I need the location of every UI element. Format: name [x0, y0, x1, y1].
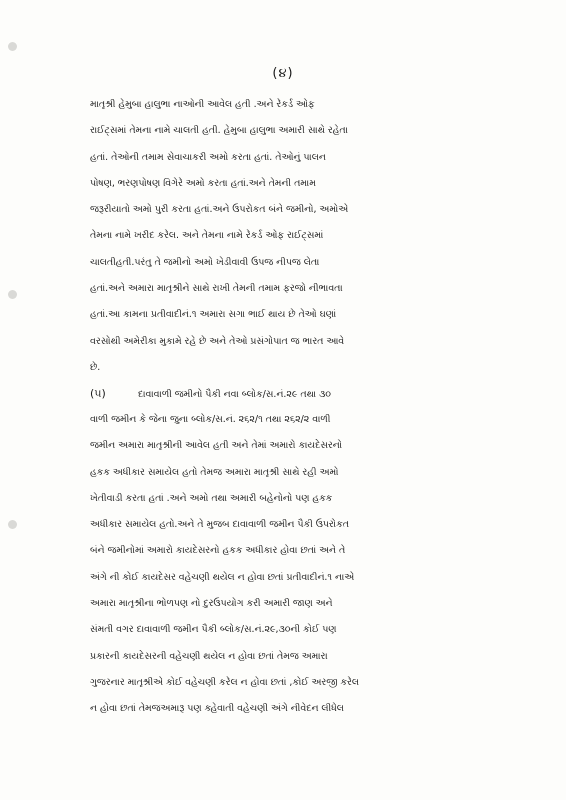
text-line: હતાં.અને અમારા માતૃશ્રીને સાથે રાખી તેમની તમામ ફરજો નીભાવતા [90, 283, 343, 295]
text-line: જમીન અમારા માતૃશ્રીની આવેલ હતી અને તેમાં અમારો કાયદેસરનો [90, 440, 343, 452]
text-line: તેમના નામે ખરીદ કરેલ. અને તેમના નામે રેકર્ડ ઓફ રાઈટ્સમાં [90, 230, 324, 242]
text-line: અંગે ની કોઈ કાયદેસર વહેચણી થયેલ ન હોવા છતાં પ્રતીવાદીનં.૧ નાએ [90, 571, 355, 583]
text-line: બંને જમીનોમાં અમારો કાયદેસરનો હકક અધીકાર હોવા છતાં અને તે [90, 545, 346, 557]
text-line: જરૂરીયાતો અમો પુરી કરતા હતાં.અને ઉપરોકત બંને જમીનો, અમોએ [90, 204, 349, 216]
paragraph-2-first-text: દાવાવાળી જમીનો પૈકી નવા બ્લોક/સ.નં.૨૯ તથા ૩૦ [138, 389, 331, 400]
text-line: માતૃશ્રી હેમુબા હાલુભા નાઓની આવેલ હતી .અને રેકર્ડ ઓફ [90, 99, 315, 110]
text-line: વરસોથી અમેરીકા મુકામે રહે છે અને તેઓ પ્રસંગોપાત જ ભારત આવે [90, 335, 345, 347]
paragraph-2 [90, 407, 440, 723]
text-line: વાળી જમીન કે જેના જુના બ્લોક/સ.નં. ૨૬૨/૧ તથા ૨૬૨/૨ વાળી [90, 414, 331, 425]
punch-hole-mark [8, 520, 17, 529]
text-line: હકક અધીકાર સમાયેલ હતો તેમજ અમારા માતૃશ્રી સાથે રહી અમો [90, 466, 339, 478]
text-line: રાઈટ્સમાં તેમના નામે ચાલતી હતી. હેમુબા હાલુભા અમારી સાથે રહેતા [90, 125, 348, 137]
text-line: ન હોવા છતાં તેમજઅમારૂ પણ ક્હેવાતી વહેચણી અંગે નીવેદન લીધેલ [90, 703, 344, 715]
text-line: હતાં.આ કામના પ્રતીવાદીનં.૧ અમારા સગા ભાઈ થાય છે તેઓ ઘણાં [90, 309, 337, 321]
paragraph-2-label: (૫) [90, 387, 106, 400]
text-line: પ્રકારની કાયદેસરની વહેચણી થયેલ ન હોવા છતાં તેમજ અમારા [90, 650, 328, 662]
punch-hole-mark [8, 290, 17, 299]
text-line: હતાં. તેઓની તમામ સેવાચાકરી અમો કરતા હતાં. તેઓનું પાલન [90, 151, 326, 163]
text-line: અધીકાર સમાયેલ હતો.અને તે મુજબ દાવાવાળી જમીન પૈકી ઉપરોકત [90, 519, 349, 531]
text-line: ખેતીવાડી કરતા હતાં .અને અમો તથા અમારી બહેનોનો પણ હકક [90, 492, 333, 504]
punch-hole-mark [8, 42, 17, 51]
paragraph-1 [90, 92, 440, 381]
text-line: ગુજરનાર માતૃશ્રીએ કોઈ વહેચણી કરેલ ન હોવા છતાં ,કોઈ અરજી કરેલ [90, 676, 359, 688]
paragraph-2-first-line [90, 381, 450, 408]
text-line: સંમતી વગર દાવાવાળી જમીન પૈકી બ્લોક/સ.નં.૨૯,૩૦ની કોઈ પણ [90, 624, 337, 636]
text-line: પોષણ, ભરણપોષણ વિગેરે અમો કરતા હતાં.અને તેમની તમામ [90, 177, 316, 189]
text-line: ચાલતીહતી.પરંતુ તે જમીનો અમો ખેડીવાવી ઉપજ નીપજ લેતા [90, 256, 320, 268]
page-number: (૪) [272, 66, 294, 81]
text-line: છે. [90, 361, 101, 373]
text-line: અમારા માતૃશ્રીના ભોળપણ નો દુરઉપયોગ કરી અમારી જાણ અને [90, 598, 333, 610]
